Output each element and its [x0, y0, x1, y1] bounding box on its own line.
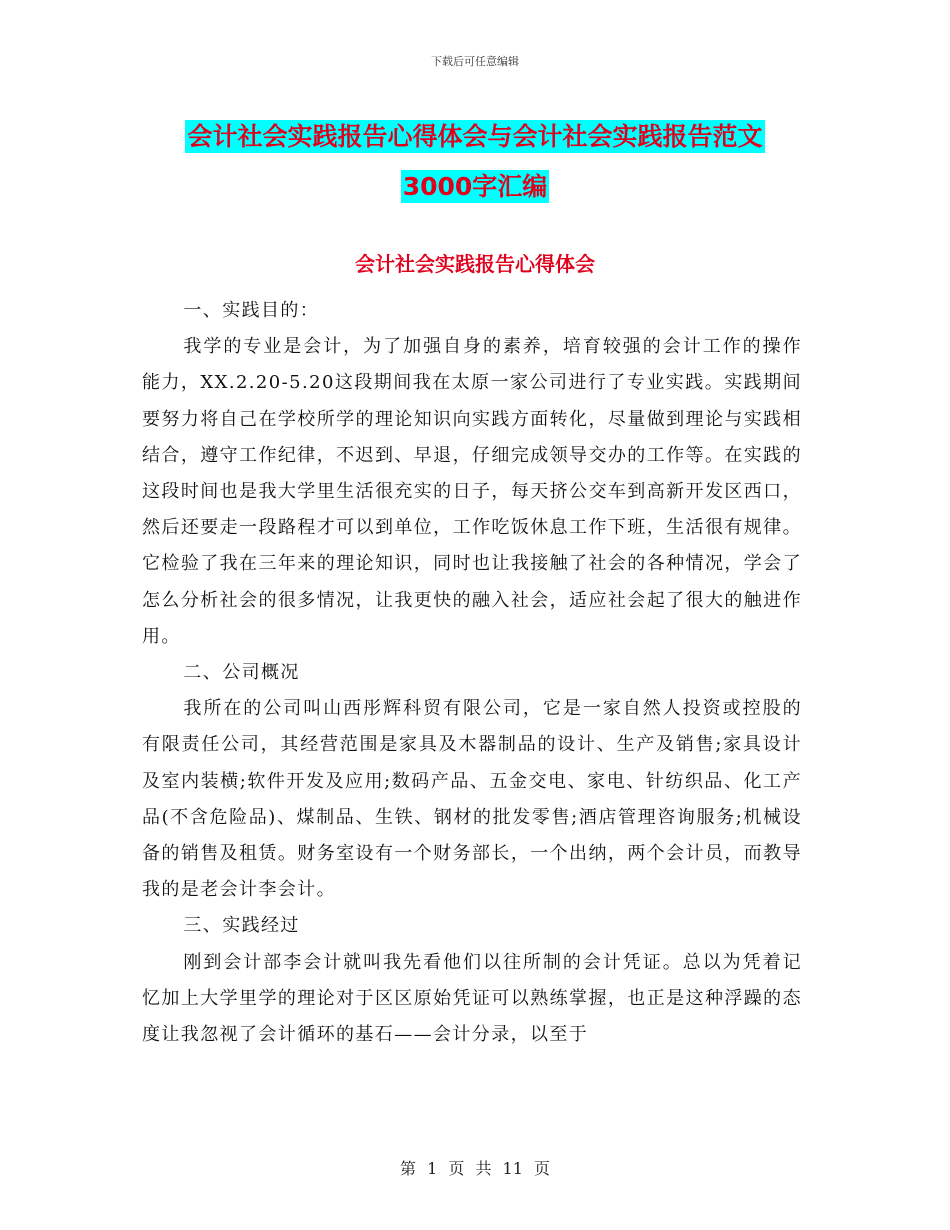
paragraph-practice-process: 刚到会计部李会计就叫我先看他们以往所制的会计凭证。总以为凭着记忆加上大学里学的理论对于区区原始凭证可以熟练掌握，也正是这种浮躁的态度让我忽视了会计循环的基石——会计分录，以至于 [142, 951, 802, 1046]
heading-practice-purpose: 一、实践目的： [183, 300, 320, 321]
title-line-1: 会计社会实践报告心得体会与会计社会实践报告范文 [187, 122, 763, 151]
document-body [142, 293, 802, 1053]
paragraph-company-overview: 我所在的公司叫山西彤辉科贸有限公司，它是一家自然人投资或控股的有限责任公司，其经营范围是家具及木器制品的设计、生产及销售;家具设计及室内装横;软件开发及应用;数码产品、五金交电、家电、针纺织品、化工产品(不含危险品)、煤制品、生铁、钢材的批发零售;酒店管理咨询服务;机械设备的销售及租赁。财务室设有一个财务部长，一个出纳，两个会计员，而教导我的是老会计李会计。 [142, 698, 802, 901]
page-number: 第 1 页 共 11 页 [400, 1159, 550, 1178]
paragraph-practice-purpose: 我学的专业是会计，为了加强自身的素养，培育较强的会计工作的操作能力，XX.2.20-5.20这段期间我在太原一家公司进行了专业实践。实践期间要努力将自己在学校所学的理论知识向实践方面转化，尽量做到理论与实践相结合，遵守工作纪律，不迟到、早退，仔细完成领导交办的工作等。在实践的这段时间也是我大学里生活很充实的日子，每天挤公交车到高新开发区西口，然后还要走一段路程才可以到单位，工作吃饭休息工作下班，生活很有规律。它检验了我在三年来的理论知识，同时也让我接触了社会的各种情况，学会了怎么分析社会的很多情况，让我更快的融入社会，适应社会起了很大的触进作用。 [142, 336, 802, 647]
section-title: 会计社会实践报告心得体会 [355, 252, 595, 276]
title-line-2: 3000字汇编 [402, 172, 548, 201]
header-note: 下载后可任意编辑 [431, 55, 519, 68]
document-title [150, 112, 800, 212]
heading-practice-process: 三、实践经过 [183, 915, 300, 937]
heading-company-overview: 二、公司概况 [183, 662, 300, 684]
